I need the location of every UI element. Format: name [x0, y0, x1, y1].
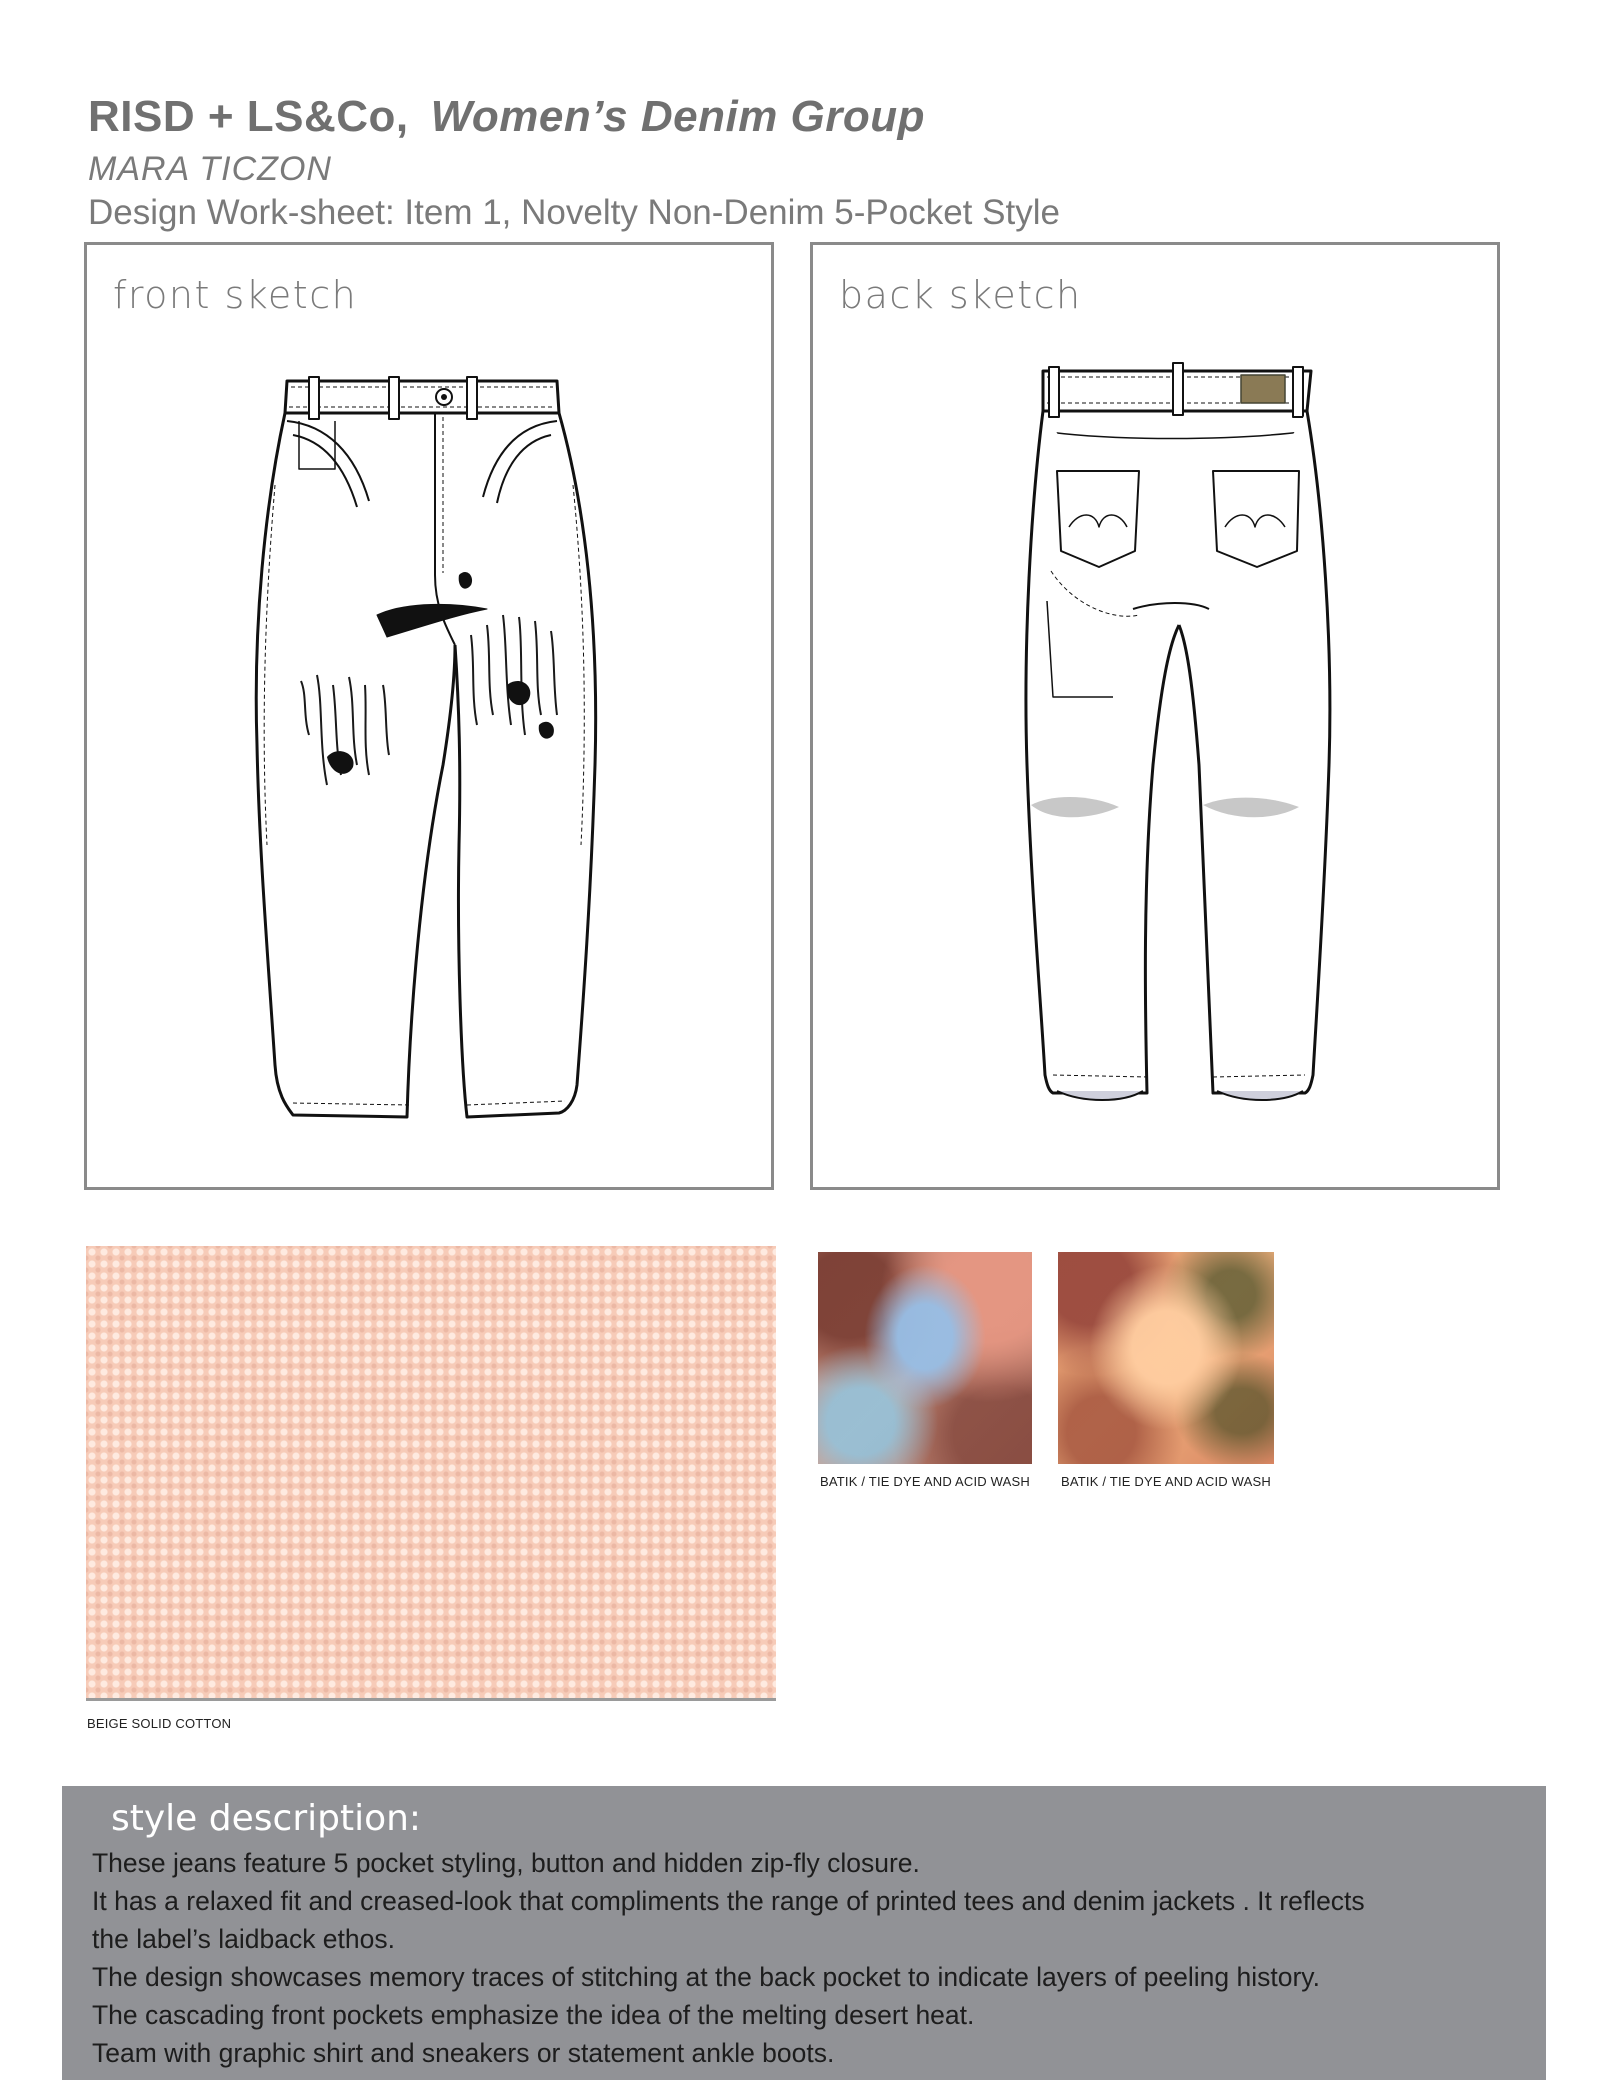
description-line: It has a relaxed fit and creased-look that compliments the range of printed tees and denim jackets . It reflects [92, 1886, 1365, 1916]
front-sketch-panel [84, 242, 774, 1190]
cotton-swatch-label: BEIGE SOLID COTTON [87, 1716, 232, 1731]
style-description-text [92, 1844, 1532, 2072]
page-title [88, 92, 925, 142]
title-sub: Women’s Denim Group [430, 92, 926, 141]
description-line: The cascading front pockets emphasize the idea of the melting desert heat. [92, 2000, 975, 2030]
batik-swatch-2-label: BATIK / TIE DYE AND ACID WASH [1061, 1474, 1271, 1489]
batik-swatch-1 [818, 1252, 1032, 1464]
batik-swatch-2 [1058, 1252, 1274, 1464]
front-sketch-label: front sketch [113, 273, 358, 317]
batik-swatch-1-label: BATIK / TIE DYE AND ACID WASH [820, 1474, 1030, 1489]
back-sketch-panel [810, 242, 1500, 1190]
worksheet-subtitle: Design Work-sheet: Item 1, Novelty Non-Denim 5-Pocket Style [88, 193, 1060, 232]
front-jeans-sketch [87, 245, 771, 1187]
description-line: Team with graphic shirt and sneakers or statement ankle boots. [92, 2038, 835, 2068]
title-main: RISD + LS&Co, [88, 92, 409, 141]
back-sketch-label: back sketch [839, 273, 1082, 317]
description-line: the label’s laidback ethos. [92, 1924, 395, 1954]
designer-name: MARA TICZON [88, 150, 332, 188]
description-line: The design showcases memory traces of stitching at the back pocket to indicate layers of peeling history. [92, 1962, 1320, 1992]
back-jeans-sketch [813, 245, 1497, 1187]
cotton-fabric-swatch [86, 1246, 776, 1701]
style-description-heading: style description: [111, 1798, 422, 1839]
description-line: These jeans feature 5 pocket styling, button and hidden zip-fly closure. [92, 1848, 920, 1878]
style-description-panel [62, 1786, 1546, 2080]
